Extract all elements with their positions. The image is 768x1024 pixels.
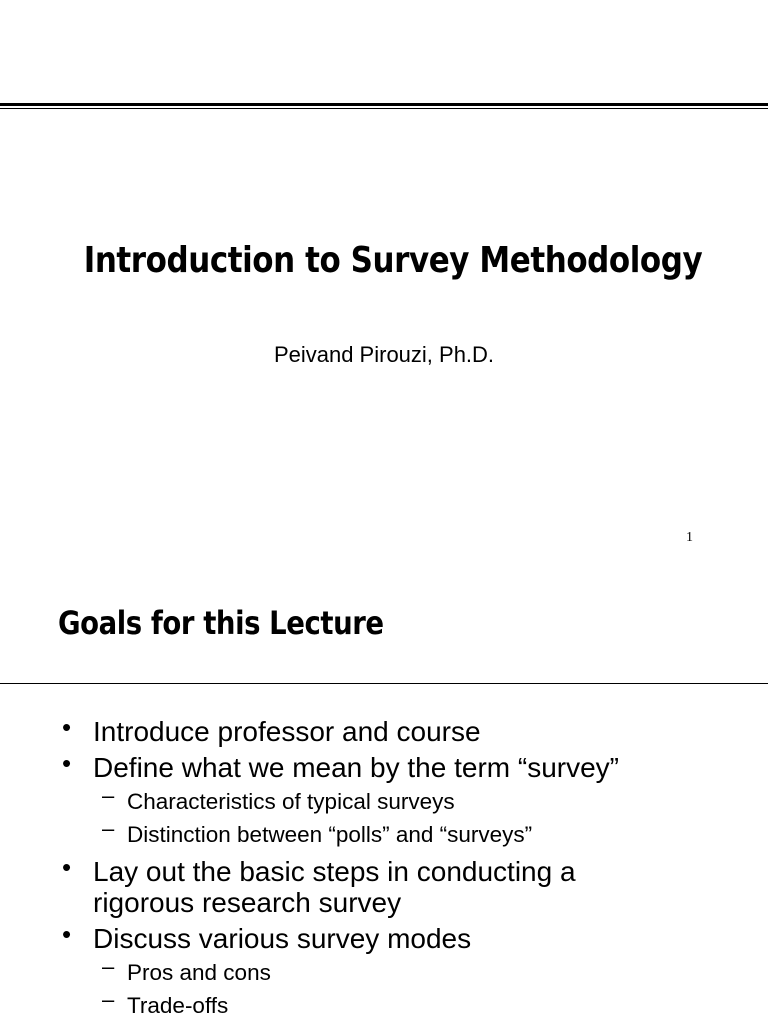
sub-list-item-text: Characteristics of typical surveys [127, 789, 455, 814]
dash-icon: – [102, 987, 115, 1012]
bullet-icon: • [62, 712, 72, 742]
list-item [0, 712, 653, 747]
dash-icon: – [102, 954, 115, 979]
header-rule-thin [0, 108, 768, 109]
list-item-text: Discuss various survey modes [93, 923, 472, 954]
list-item [0, 852, 653, 918]
sub-list-item-text: Trade-offs [127, 993, 229, 1018]
bullet-icon: • [62, 748, 72, 778]
bullet-icon: • [62, 852, 72, 882]
dash-icon: – [102, 816, 115, 841]
section-heading: Goals for this Lecture [58, 604, 384, 642]
list-item [0, 748, 653, 783]
list-item-text: Define what we mean by the term “survey” [93, 752, 619, 783]
sub-list-item [0, 987, 768, 1021]
page-number: 1 [686, 530, 693, 545]
header-rule-thick [0, 103, 768, 106]
sub-list-item-text: Pros and cons [127, 960, 271, 985]
goals-list [0, 712, 768, 1024]
sub-list-item [0, 816, 768, 850]
slide-author: Peivand Pirouzi, Ph.D. [273, 342, 495, 367]
sub-list-item [0, 954, 768, 988]
sub-list-item [0, 783, 768, 817]
bullet-icon: • [62, 919, 72, 949]
list-item [0, 919, 653, 954]
heading-rule [0, 683, 768, 684]
list-item-text: Introduce professor and course [93, 716, 481, 747]
slide-title: Introduction to Survey Methodology [83, 240, 703, 281]
sub-list-item-text: Distinction between “polls” and “surveys” [127, 822, 533, 847]
dash-icon: – [102, 783, 115, 808]
list-item-text: Lay out the basic steps in conducting a rigorous research survey [93, 856, 576, 918]
